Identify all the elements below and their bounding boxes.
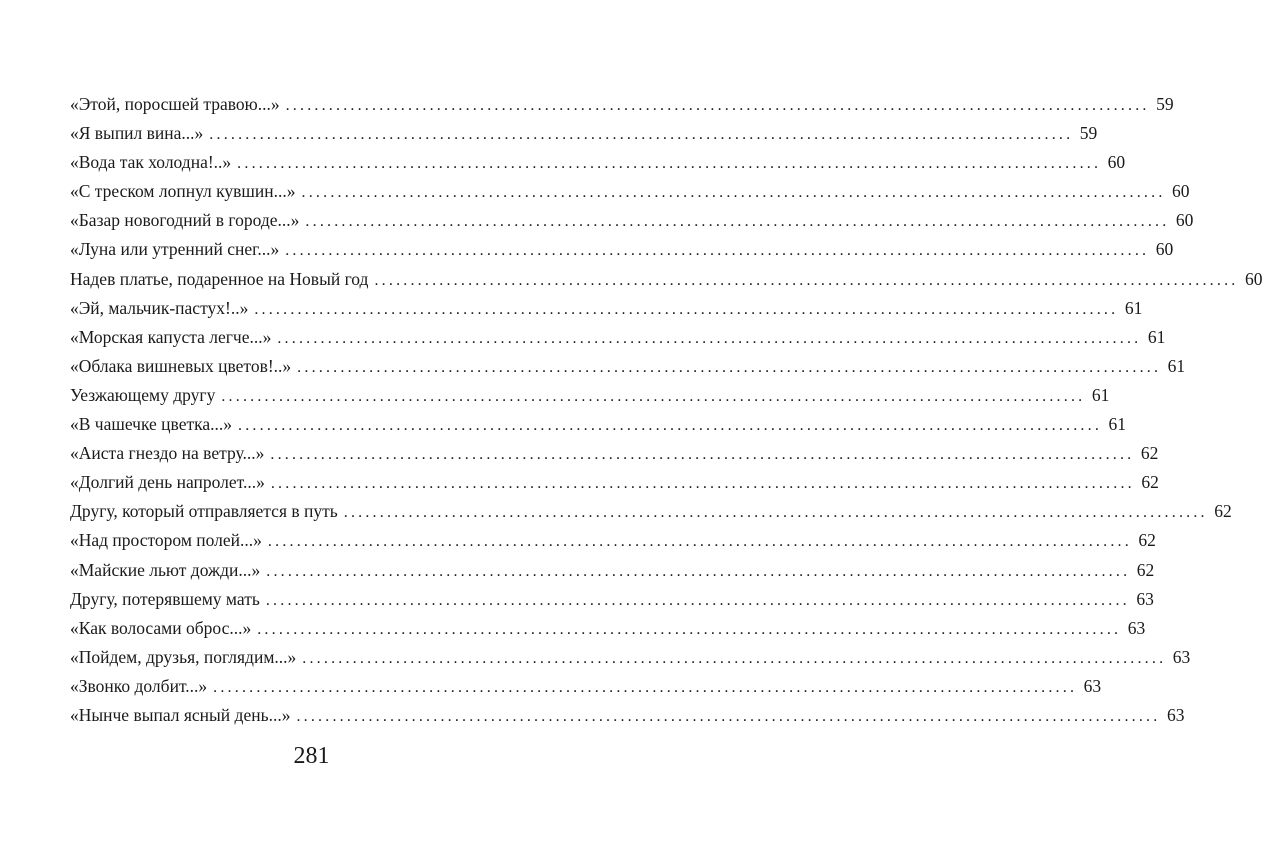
toc-entry-title: «Эй, мальчик-пастух!..» — [70, 294, 254, 323]
toc-entry — [70, 585, 1154, 614]
toc-entry-title: «Я выпил вина...» — [70, 119, 209, 148]
toc-entry-title: «Долгий день напролет...» — [70, 468, 271, 497]
toc-entry-page: 61 — [1147, 326, 1166, 347]
toc-leader-dots: ........................................................................................................................ — [213, 678, 1078, 696]
toc-leader-dots: ........................................................................................................................ — [277, 329, 1142, 347]
toc-entry-title: «Аиста гнездо на ветру...» — [70, 439, 270, 468]
toc-entry-title: «В чашечке цветка...» — [70, 410, 238, 439]
toc-entry-page: 60 — [1172, 181, 1190, 202]
toc-entry — [70, 526, 1156, 555]
toc-leader-dots: ........................................................................................................................ — [270, 475, 1135, 493]
toc-entry-title: «Базар новогодний в городе...» — [70, 206, 305, 235]
toc-leader-dots: ........................................................................................................................ — [254, 300, 1119, 318]
toc-entry-title: «С треском лопнул кувшин...» — [70, 177, 302, 206]
toc-entry — [70, 235, 1174, 264]
toc-entry-title: «Этой, поросшей травою...» — [70, 90, 286, 119]
toc-leader-dots: ........................................................................................................................ — [374, 271, 1239, 289]
toc-leader-dots: ........................................................................................................................ — [238, 417, 1103, 435]
toc-entry-page: 62 — [1141, 472, 1159, 493]
toc-entry-page: 63 — [1083, 675, 1102, 696]
toc-entry-page: 61 — [1124, 297, 1143, 318]
toc-leader-dots: ........................................................................................................................ — [266, 562, 1131, 580]
toc-entry-title: «Нынче выпал ясный день...» — [70, 701, 296, 730]
toc-entry-page: 60 — [1107, 152, 1126, 173]
toc-entry — [70, 119, 1098, 148]
toc-entry-page: 63 — [1136, 588, 1154, 609]
toc-entry — [70, 90, 1174, 119]
toc-entry — [70, 177, 1190, 206]
toc-entry-page: 60 — [1175, 210, 1194, 231]
toc-entry-page: 62 — [1136, 559, 1155, 580]
toc-entry — [70, 701, 1185, 730]
toc-entry — [70, 323, 1166, 352]
toc-entry-title: Уезжающему другу — [70, 381, 221, 410]
toc-entry-page: 62 — [1140, 443, 1159, 464]
toc-entry-page: 59 — [1156, 94, 1174, 114]
toc-entry-page: 61 — [1108, 414, 1127, 435]
toc-entry-page: 63 — [1172, 646, 1191, 667]
toc-leader-dots: ........................................................................................................................ — [302, 649, 1167, 667]
toc-entry — [70, 556, 1155, 585]
toc-entry — [70, 265, 1262, 294]
toc-entry-title: «Вода так холодна!..» — [70, 148, 237, 177]
toc-entry-page: 63 — [1166, 704, 1185, 725]
page-number: 281 — [293, 743, 330, 769]
toc-entry — [70, 643, 1191, 672]
toc-entry-page: 59 — [1079, 123, 1098, 144]
toc-entry-title: Другу, который отправляется в путь — [70, 497, 344, 526]
toc-entry-title: «Пойдем, друзья, поглядим...» — [70, 643, 302, 672]
toc-leader-dots: ........................................................................................................................ — [285, 97, 1150, 114]
toc-entry-page: 63 — [1127, 617, 1146, 638]
toc-entry — [70, 352, 1186, 381]
toc-entry — [70, 294, 1143, 323]
toc-entry — [70, 468, 1159, 497]
toc-leader-dots: ........................................................................................................................ — [221, 387, 1086, 405]
toc-entry-title: «Морская капуста легче...» — [70, 323, 277, 352]
toc-entry-title: «Облака вишневых цветов!..» — [70, 352, 297, 381]
toc-leader-dots: ........................................................................................................................ — [296, 707, 1161, 725]
toc-leader-dots: ........................................................................................................................ — [285, 242, 1150, 260]
toc-entry — [70, 672, 1102, 701]
toc-entry-page: 60 — [1155, 239, 1174, 260]
toc-entry-title: «Луна или утренний снег...» — [70, 235, 285, 264]
toc-leader-dots: ........................................................................................................................ — [237, 155, 1102, 173]
toc-leader-dots: ........................................................................................................................ — [267, 533, 1132, 551]
toc-entry-page: 60 — [1244, 268, 1262, 289]
table-of-contents — [70, 90, 1262, 730]
toc-entry-page: 62 — [1214, 501, 1232, 522]
toc-entry-page: 61 — [1091, 384, 1110, 405]
toc-entry-title: «Звонко долбит...» — [70, 672, 213, 701]
toc-leader-dots: ........................................................................................................................ — [297, 358, 1162, 376]
toc-entry — [70, 206, 1194, 235]
toc-leader-dots: ........................................................................................................................ — [343, 504, 1208, 522]
toc-leader-dots: ........................................................................................................................ — [301, 184, 1166, 202]
toc-entry — [70, 381, 1110, 410]
toc-leader-dots: ........................................................................................................................ — [305, 213, 1170, 231]
toc-entry-title: «Майские льют дожди...» — [70, 556, 266, 585]
toc-leader-dots: ........................................................................................................................ — [257, 620, 1122, 638]
toc-entry-title: «Над простором полей...» — [70, 526, 268, 555]
toc-leader-dots: ........................................................................................................................ — [270, 446, 1135, 464]
toc-entry — [70, 614, 1146, 643]
toc-leader-dots: ........................................................................................................................ — [209, 126, 1074, 144]
toc-entry — [70, 497, 1232, 526]
toc-entry — [70, 439, 1159, 468]
toc-entry-page: 62 — [1138, 530, 1156, 551]
toc-leader-dots: ........................................................................................................................ — [265, 591, 1130, 609]
toc-entry-page: 61 — [1167, 355, 1186, 376]
toc-entry-title: Другу, потерявшему мать — [70, 585, 266, 614]
toc-entry — [70, 410, 1127, 439]
toc-entry-title: Надев платье, подаренное на Новый год — [70, 265, 374, 294]
toc-entry — [70, 148, 1126, 177]
toc-entry-title: «Как волосами оброс...» — [70, 614, 257, 643]
